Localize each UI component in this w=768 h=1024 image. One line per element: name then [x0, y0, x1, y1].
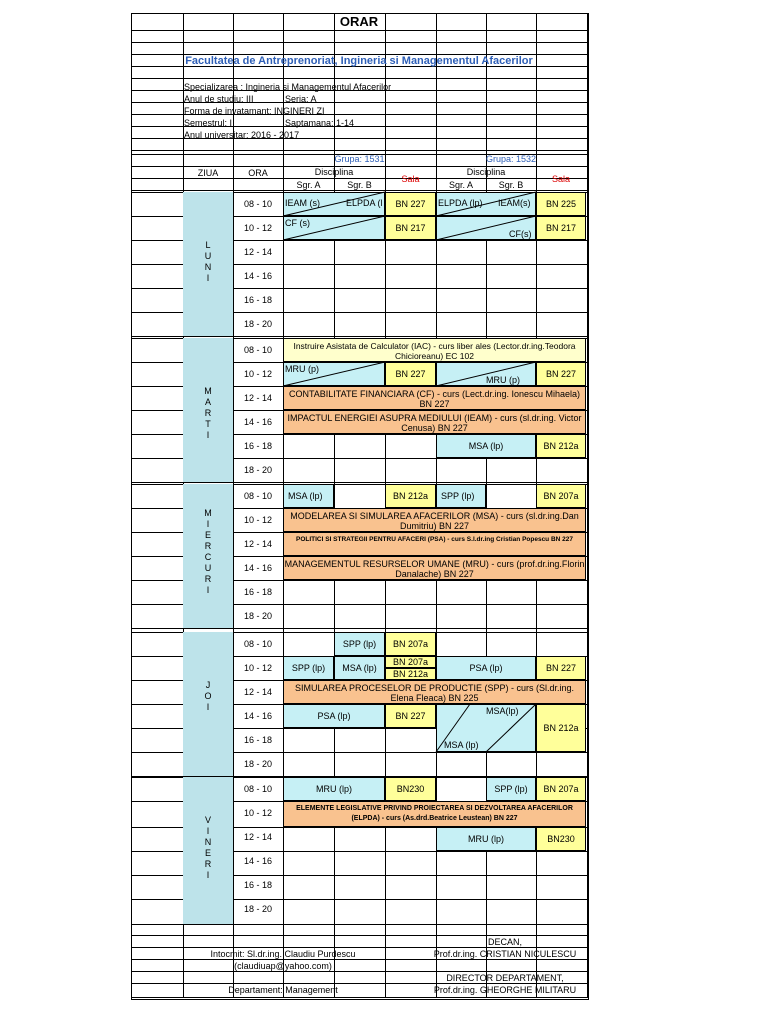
day-letter: O — [204, 691, 212, 701]
miercuri-spp-lp: SPP (lp) — [436, 484, 486, 508]
header-sala-2: Sala — [551, 174, 570, 184]
header-sgr-a-2: Sgr. A — [448, 180, 474, 190]
joi-spp-lp: SPP (lp) — [334, 632, 385, 656]
hour-label: 12 - 14 — [243, 393, 273, 403]
day-letter: U — [204, 563, 212, 573]
luni-0810-sala1: BN 227 — [385, 192, 436, 216]
grid-row-line — [131, 178, 587, 179]
day-letter: R — [204, 408, 212, 418]
header-disciplina-2: Disciplina — [466, 167, 506, 177]
day-letter: I — [206, 273, 210, 283]
hour-label: 16 - 18 — [243, 735, 273, 745]
day-letter: C — [204, 552, 212, 562]
day-letter: V — [204, 815, 211, 825]
day-letter: R — [204, 541, 212, 551]
hour-label: 16 - 18 — [243, 441, 273, 451]
hour-label: 18 - 20 — [243, 759, 273, 769]
hour-label: 08 - 10 — [243, 345, 273, 355]
grid-row-line — [131, 78, 587, 79]
day-letter: N — [204, 837, 212, 847]
joi-1418-sala2: BN 212a — [536, 704, 586, 752]
hour-label: 14 - 16 — [243, 711, 273, 721]
header-ora: ORA — [248, 168, 268, 178]
hour-label: 12 - 14 — [243, 687, 273, 697]
luni-0810-sala2: BN 225 — [536, 192, 586, 216]
hour-label: 08 - 10 — [243, 639, 273, 649]
info-an-universitar: Anul universitar: 2016 - 2017 — [184, 130, 300, 140]
grid-row-line — [131, 190, 587, 191]
day-letter: T — [205, 419, 211, 429]
vineri-0810-sala1: BN230 — [385, 777, 436, 801]
hour-label: 18 - 20 — [243, 611, 273, 621]
day-letter: M — [204, 508, 212, 518]
day-letter: I — [206, 585, 210, 595]
miercuri-msa-lp: MSA (lp) — [283, 484, 334, 508]
vineri-spp-lp: SPP (lp) — [486, 777, 536, 801]
grid-row-line — [131, 997, 587, 998]
footer-decan: Prof.dr.ing. CRISTIAN NICULESCU — [433, 949, 577, 959]
header-sgr-a-1: Sgr. A — [296, 180, 321, 190]
marti-1012-sala1: BN 227 — [385, 362, 436, 386]
hour-label: 18 - 20 — [243, 319, 273, 329]
day-letter: I — [206, 702, 210, 712]
hour-label: 08 - 10 — [243, 491, 273, 501]
header-disciplina-1: Disciplina — [314, 167, 354, 177]
info-seria: Seria: A — [285, 94, 317, 104]
vineri-mru-lp: MRU (lp) — [283, 777, 385, 801]
joi-1416-sala1: BN 227 — [385, 704, 436, 728]
marti-mru-p: MRU (p) — [285, 364, 319, 374]
day-letter: L — [205, 240, 211, 250]
vineri-elpda-course: ELEMENTE LEGISLATIVE PRIVIND PROIECTAREA SI DEZVOLTAREA AFACERILOR (ELPDA) - curs (As.drd.Beatrice Leustean) BN 227 — [283, 801, 586, 827]
grid-col-line — [131, 13, 132, 998]
joi-spp-lp-2: SPP (lp) — [283, 656, 334, 680]
hour-label: 16 - 18 — [243, 295, 273, 305]
grid-row-line — [131, 42, 587, 43]
day-letter: M — [204, 386, 212, 396]
vineri-1214-sala2: BN230 — [536, 827, 586, 851]
footer-departament: Departament: Management — [228, 985, 338, 995]
joi-0810-sala1: BN 207a — [385, 632, 436, 656]
footer-director-title: DIRECTOR DEPARTAMENT, — [446, 973, 564, 983]
faculty-name: Facultatea de Antreprenoriat, Ingineria si Managementul Afacerilor — [185, 55, 533, 67]
luni-cf-s-2: CF(s) — [509, 229, 532, 239]
grid-row-line — [131, 983, 587, 984]
luni-elpda-lp-2: ELPDA (lp) — [438, 198, 483, 208]
hour-label: 10 - 12 — [243, 369, 273, 379]
hour-label: 18 - 20 — [243, 904, 273, 914]
day-letter: J — [205, 680, 211, 690]
hour-label: 16 - 18 — [243, 587, 273, 597]
header-sgr-b-2: Sgr. B — [498, 180, 524, 190]
hour-label: 14 - 16 — [243, 856, 273, 866]
miercuri-mru-course: MANAGEMENTUL RESURSELOR UMANE (MRU) - curs (prof.dr.ing.Florin Danalache) BN 227 — [283, 556, 586, 580]
marti-ieam-course: IMPACTUL ENERGIEI ASUPRA MEDIULUI (IEAM) - curs (sl.dr.ing. Victor Cenusa) BN 227 — [283, 410, 586, 434]
joi-spp-course: SIMULAREA PROCESELOR DE PRODUCTIE (SPP) - curs (Sl.dr.ing. Elena Fleaca) BN 225 — [283, 680, 586, 704]
day-letter: A — [204, 397, 211, 407]
marti-1618-sala2: BN 212a — [536, 434, 586, 458]
day-letter: U — [204, 251, 212, 261]
grid-row-line — [131, 336, 587, 337]
hour-label: 12 - 14 — [243, 247, 273, 257]
day-letter: I — [206, 826, 210, 836]
grid-row-line — [131, 935, 587, 936]
marti-iac-course: Instruire Asistata de Calculator (IAC) - curs liber ales (Lector.dr.ing.Teodora Chicioreanu) EC 102 — [283, 338, 586, 362]
vineri-mru-lp-2: MRU (lp) — [436, 827, 536, 851]
marti-msa-lp: MSA (lp) — [436, 434, 536, 458]
marti-mru-p-2: MRU (p) — [486, 375, 520, 385]
hour-label: 14 - 16 — [243, 417, 273, 427]
marti-1012-sala2: BN 227 — [536, 362, 586, 386]
header-sala-1: Sala — [401, 174, 420, 184]
marti-cf-course: CONTABILITATE FINANCIARA (CF) - curs (Lect.dr.ing. Ionescu Mihaela) BN 227 — [283, 386, 586, 410]
day-letter: N — [204, 262, 212, 272]
hour-label: 10 - 12 — [243, 515, 273, 525]
luni-cf-s: CF (s) — [285, 218, 310, 228]
luni-elpda-lp: ELPDA (l — [346, 198, 383, 208]
joi-psa-lp: PSA (lp) — [436, 656, 536, 680]
miercuri-0810-sala2: BN 207a — [536, 484, 586, 508]
miercuri-msa-course: MODELAREA SI SIMULAREA AFACERILOR (MSA) - curs (sl.dr.ing.Dan Dumitriu) BN 227 — [283, 508, 586, 532]
page-title: ORAR — [339, 14, 379, 29]
miercuri-psa-course: POLITICI SI STRATEGII PENTRU AFACERI (PSA) - curs S.l.dr.ing Cristian Popescu BN 227 — [283, 532, 586, 556]
hour-label: 14 - 16 — [243, 563, 273, 573]
grid-row-line — [131, 959, 587, 960]
day-letter: I — [206, 519, 210, 529]
grid-row-line — [131, 924, 587, 925]
day-letter: R — [204, 859, 212, 869]
header-grupa-1531: Grupa: 1531 — [334, 154, 385, 164]
luni-1012-sala2: BN 217 — [536, 216, 586, 240]
hour-label: 12 - 14 — [243, 832, 273, 842]
footer-director: Prof.dr.ing. GHEORGHE MILITARU — [433, 985, 577, 995]
footer-intocmit: Intocmit: Sl.dr.ing. Claudiu Purdescu — [210, 949, 356, 959]
hour-label: 10 - 12 — [243, 663, 273, 673]
info-saptamana: Saptamana: 1-14 — [285, 118, 355, 128]
footer-decan-title: DECAN, — [487, 937, 522, 947]
hour-label: 12 - 14 — [243, 539, 273, 549]
grid-row-line — [131, 628, 587, 629]
day-letter: E — [204, 848, 211, 858]
joi-1012-sala2: BN 227 — [536, 656, 586, 680]
joi-1012-sala1a: BN 207a — [385, 656, 436, 668]
joi-msa-lp-3: MSA (lp) — [444, 740, 479, 750]
hour-label: 08 - 10 — [243, 784, 273, 794]
header-grupa-1532: Grupa: 1532 — [485, 154, 537, 164]
info-semestru: Semestrul: I — [184, 118, 233, 128]
joi-msa-lp: MSA (lp) — [334, 656, 385, 680]
grid-row-line — [131, 947, 587, 948]
header-ziua: ZIUA — [197, 168, 219, 178]
hour-label: 10 - 12 — [243, 223, 273, 233]
joi-1012-sala1b: BN 212a — [385, 668, 436, 680]
miercuri-0810-sala1: BN 212a — [385, 484, 436, 508]
day-letter: I — [206, 870, 210, 880]
day-letter: E — [204, 530, 211, 540]
info-specializare: Specializarea : Ingineria si Managementul Afacerilor — [184, 82, 392, 92]
joi-msa-lp-2: MSA(lp) — [486, 706, 519, 716]
grid-row-line — [131, 30, 587, 31]
info-forma: Forma de invatamant: INGINERI ZI — [184, 106, 325, 116]
hour-label: 18 - 20 — [243, 465, 273, 475]
hour-label: 14 - 16 — [243, 271, 273, 281]
vineri-0810-sala2: BN 207a — [536, 777, 586, 801]
grid-col-line — [587, 13, 588, 998]
luni-ieam-s: IEAM (s) — [285, 198, 320, 208]
grid-row-line — [131, 150, 587, 151]
grid-row-line — [131, 482, 587, 483]
joi-psa-lp-2: PSA (lp) — [283, 704, 385, 728]
luni-1012-sala1: BN 217 — [385, 216, 436, 240]
day-letter: I — [206, 430, 210, 440]
info-an: Anul de studiu: III — [184, 94, 254, 104]
header-sgr-b-1: Sgr. B — [347, 180, 372, 190]
hour-label: 10 - 12 — [243, 808, 273, 818]
footer-email: (claudiuap@yahoo.com) — [234, 961, 332, 971]
hour-label: 08 - 10 — [243, 199, 273, 209]
grid-row-line — [131, 971, 587, 972]
grid-col-line — [233, 13, 234, 998]
day-letter: R — [204, 574, 212, 584]
luni-ieam-s-2: IEAM(s) — [498, 198, 531, 208]
hour-label: 16 - 18 — [243, 880, 273, 890]
